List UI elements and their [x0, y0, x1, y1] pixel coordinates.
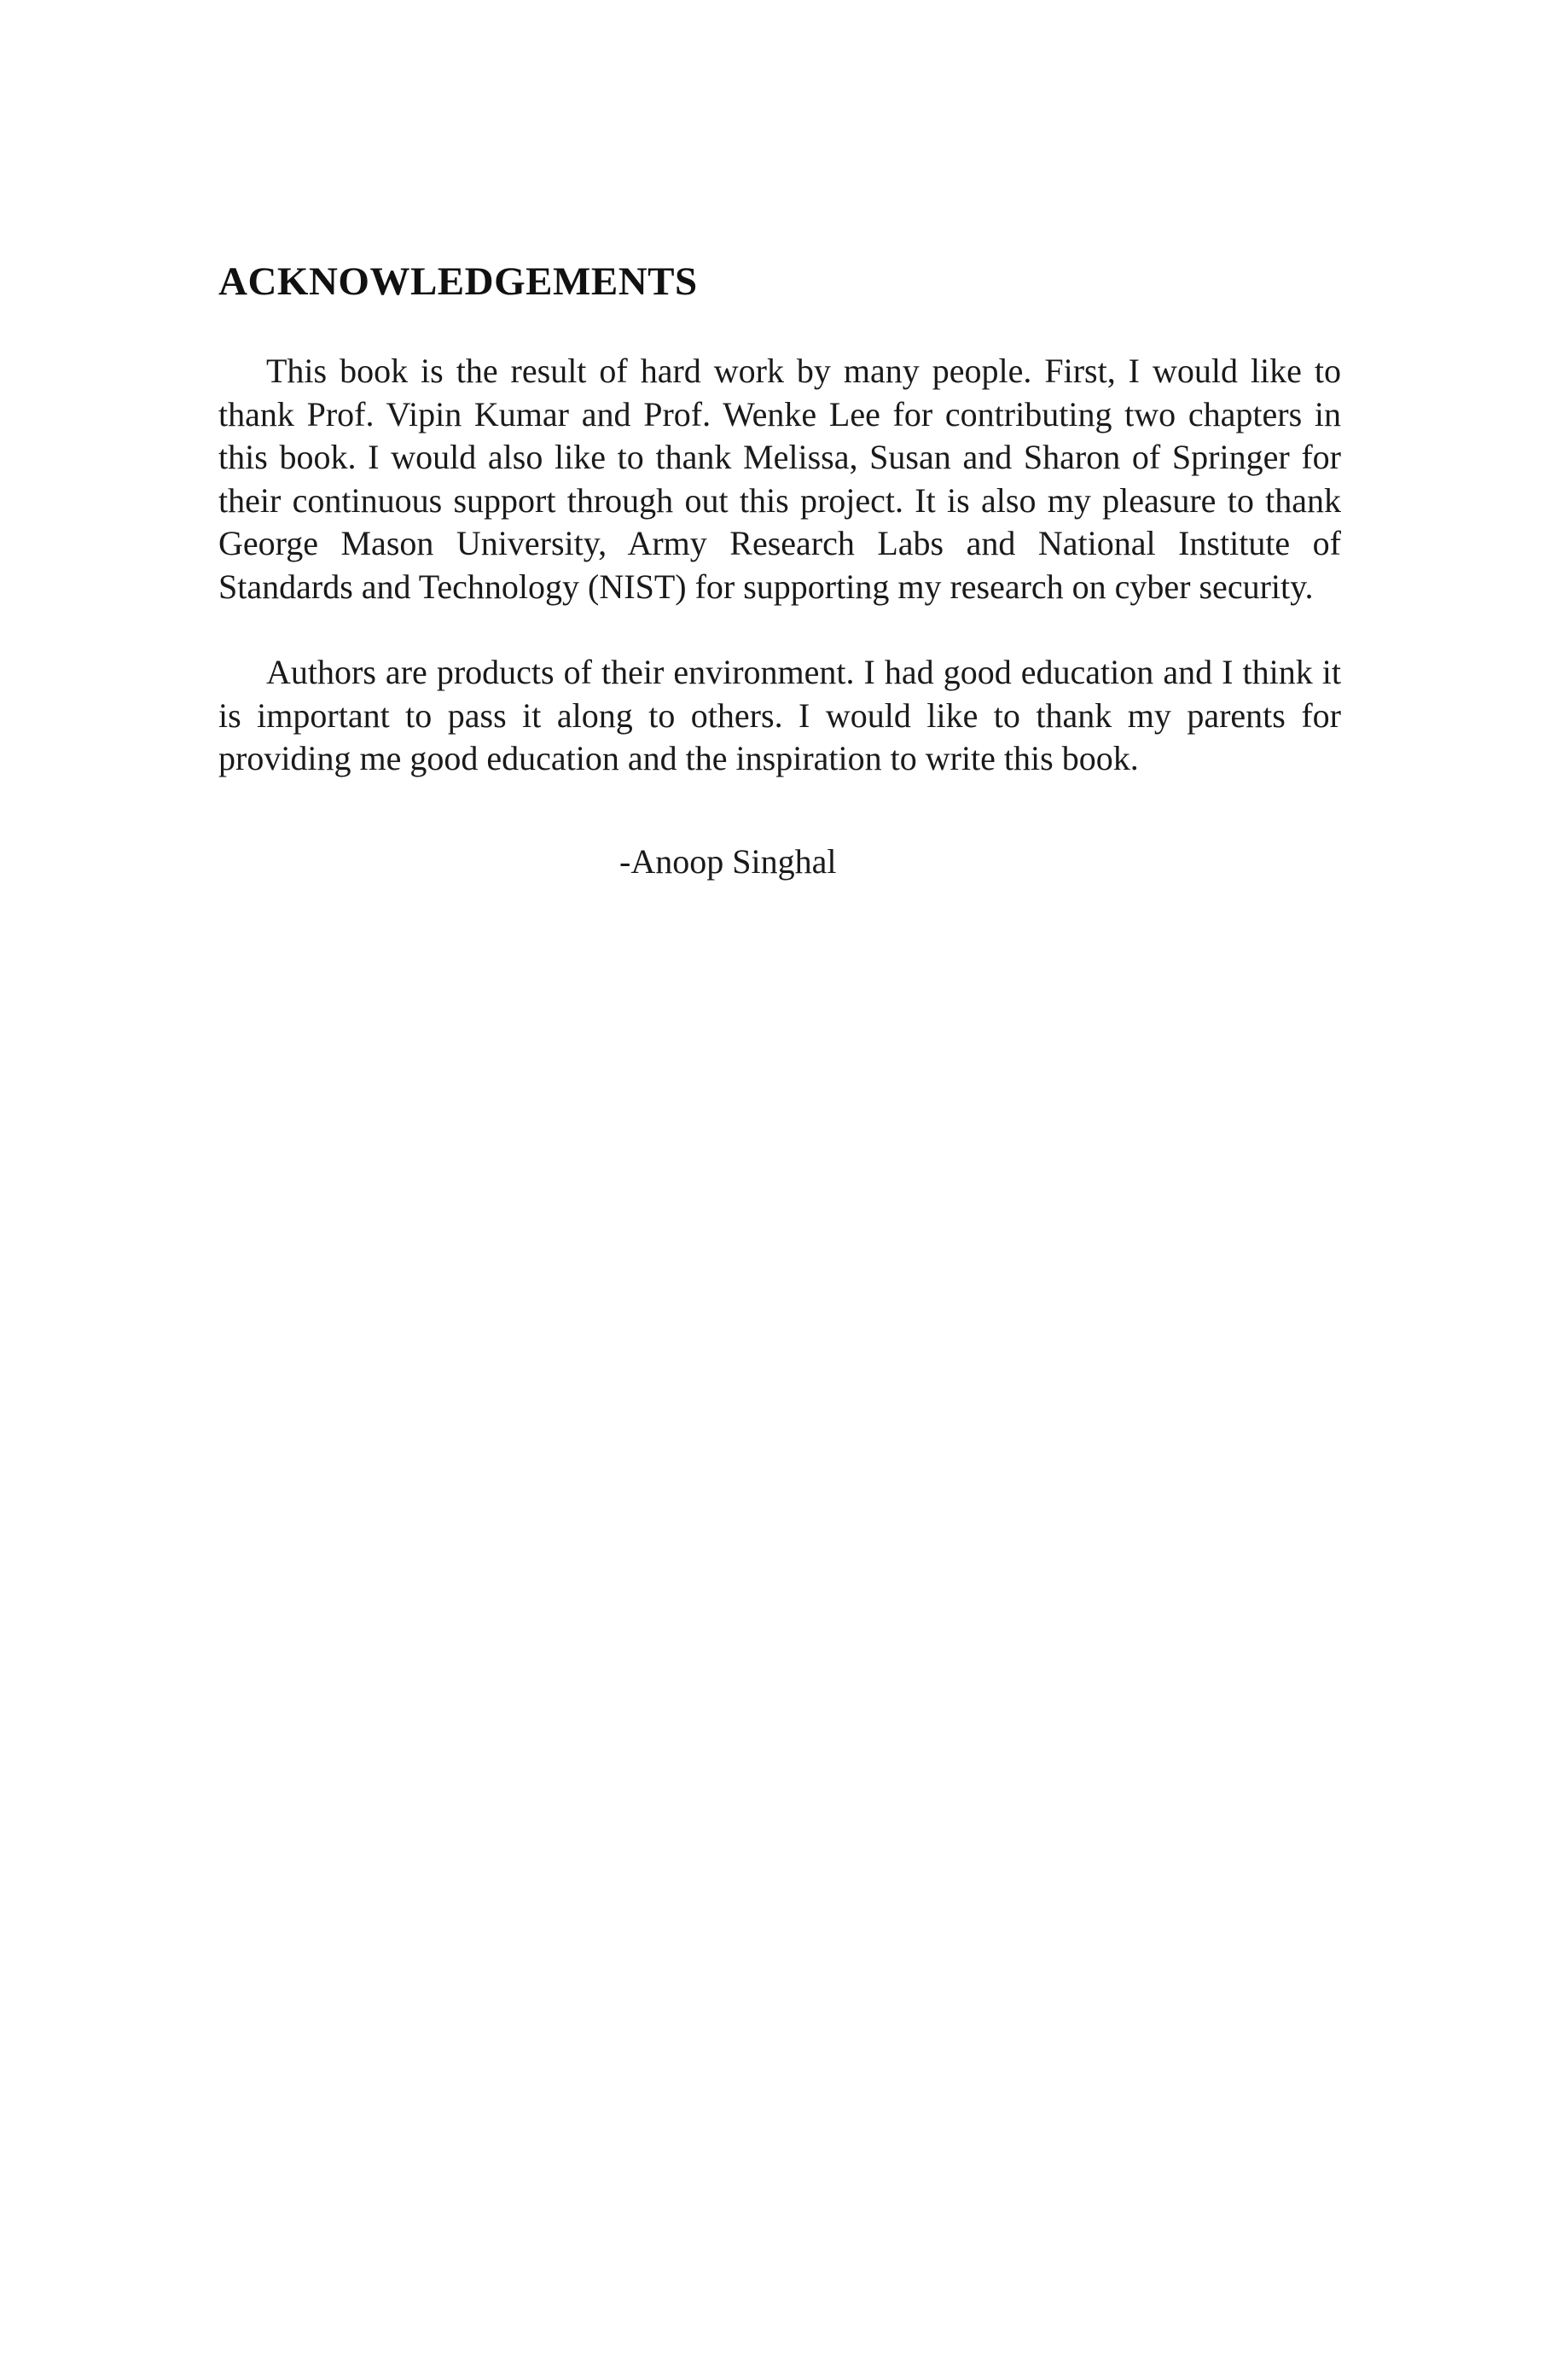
paragraph-thanks-parents: Authors are products of their environment. I had good education and I think it is important to pass it along to others. I would like to thank my parents for providing me good education and the inspiration to write this book.	[218, 653, 1341, 777]
page-heading: ACKNOWLEDGEMENTS	[218, 259, 698, 304]
author-signature: -Anoop Singhal	[619, 841, 837, 881]
acknowledgements-section	[218, 256, 1341, 883]
paragraph-thanks-contributors: This book is the result of hard work by many people. First, I would like to thank Prof. Vipin Kumar and Prof. Wenke Lee for contributing two chapters in this book. I would also like to thank Melissa, Susan and Sharon of Springer for their continuous support through out this project. It is also my pleasure to thank George Mason University, Army Research Labs and National Institute of Standards and Technology (NIST) for supporting my research on cyber security.	[218, 352, 1341, 606]
